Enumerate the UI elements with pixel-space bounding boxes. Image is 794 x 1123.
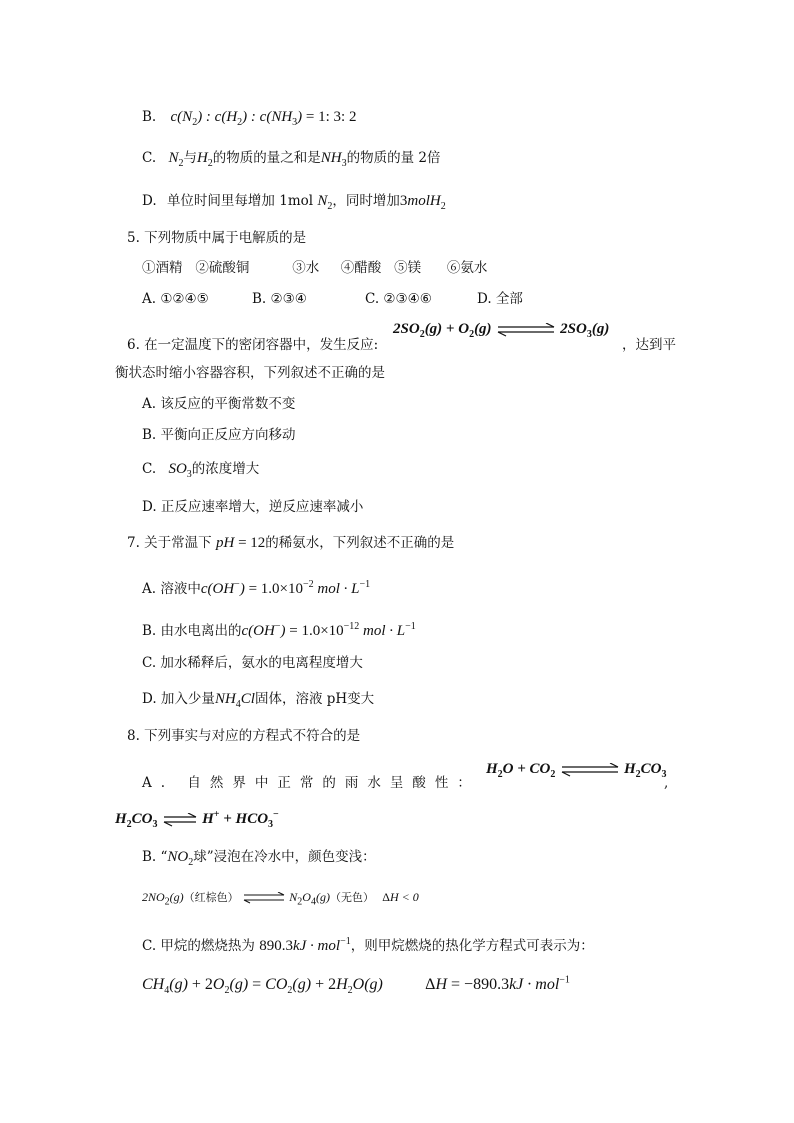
text: A. 溶液中	[142, 581, 201, 597]
q4-option-c	[142, 149, 441, 173]
text: 与	[183, 150, 197, 166]
text: B. “	[142, 849, 168, 865]
equilibrium-arrow-icon	[243, 892, 285, 904]
option-label: C.	[142, 150, 157, 166]
q5-stem: 5. 下列物质中属于电解质的是	[127, 230, 307, 246]
formula: 3molH$_2$	[399, 193, 446, 212]
formula: $c(N_2)$ : $c(H_2)$ : $c(NH_3) = 1$: 3: 2	[170, 109, 357, 128]
formula: 890.3kJ · mol$^{-1}$	[259, 936, 351, 954]
q6-stem-tail: ，达到平	[622, 337, 676, 353]
q6-option-a: A. 该反应的平衡常数不变	[142, 396, 296, 412]
q4-option-b	[142, 108, 356, 132]
q8-option-b	[142, 848, 376, 872]
text: （无色）	[329, 891, 374, 904]
q7-option-b	[142, 618, 416, 640]
formula: pH = 12	[215, 535, 266, 551]
formula: $NH_4Cl$	[214, 691, 255, 710]
text: 的物质的量 2倍	[346, 150, 441, 166]
text: C. 甲烷的燃烧热为	[142, 938, 255, 954]
q6-option-b: B. 平衡向正反应方向移动	[142, 427, 296, 443]
equilibrium-arrow-icon	[496, 323, 556, 337]
text: ，同时增加	[332, 193, 400, 209]
q6-option-d: D. 正反应速率增大，逆反应速率减小	[142, 499, 364, 515]
q6-option-c	[142, 460, 259, 484]
q5-option-c: C. ②③④⑥	[365, 291, 432, 307]
q5-option-d: D. 全部	[477, 291, 523, 307]
q6-stem-2: 衡状态时缩小容器容积，下列叙述不正确的是	[115, 365, 385, 381]
text: 球”浸泡在冷水中，颜色变浅：	[193, 849, 376, 865]
q7-option-d	[142, 690, 374, 714]
formula: $N_2$	[317, 193, 333, 212]
q5-items: ①酒精 ②硫酸铜 ③水 ④醋酸 ⑤镁 ⑥氨水	[142, 260, 488, 276]
q5-option-a: A. ①②④⑤	[142, 291, 209, 307]
q7-stem	[127, 534, 454, 552]
formula: $c(OH^-) = 1.0\times 10^{-2}$ mol · $L^{-1}$	[200, 579, 371, 597]
comma: ,	[664, 775, 669, 791]
option-label: D.	[142, 193, 157, 209]
formula: $SO_3$	[168, 461, 192, 480]
text: D. 加入少量	[142, 691, 215, 707]
equilibrium-arrow-icon	[162, 813, 198, 827]
q8-option-c-equation: $CH_4(g) + 2O_2(g) = CO_2(g) + 2H_2O(g) \Delta H = -890.3kJ \cdot mol^{-1}$	[142, 975, 570, 997]
text: B. 由水电离出的	[142, 623, 242, 639]
option-label: C.	[142, 461, 157, 477]
formula: $c(OH^-) = 1.0\times 10^{-12}$ mol · $L^{-1}$	[241, 621, 416, 639]
q8-option-a-eq1: $H_2O + CO_2$ $H_2CO_3$	[486, 761, 667, 780]
q6-stem-1: 6. 在一定温度下的密闭容器中，发生反应:	[127, 337, 379, 353]
text: 的稀氨水，下列叙述不正确的是	[265, 535, 455, 551]
q5-option-b: B. ②③④	[252, 291, 307, 307]
text: 的浓度增大	[191, 461, 260, 477]
q8-option-a-text: A. 自然界中正常的雨水呈酸性：	[142, 775, 480, 791]
text: 固体，溶液 pH变大	[254, 691, 375, 707]
text: ，则甲烷燃烧的热化学方程式可表示为：	[350, 938, 594, 954]
text: （红棕色）	[183, 891, 239, 904]
q8-stem: 8. 下列事实与对应的方程式不符合的是	[127, 728, 361, 744]
option-label: B.	[142, 109, 157, 125]
text: 7. 关于常温下	[127, 535, 212, 551]
formula: $NO_2$	[167, 849, 194, 868]
formula: $N_2$	[168, 150, 184, 169]
formula: $H_2$	[196, 150, 213, 169]
q7-option-c: C. 加水稀释后，氨水的电离程度增大	[142, 655, 363, 671]
formula: $NH_3$	[320, 150, 347, 169]
q6-equation: $2SO_2(g) + O_2(g)$ $2SO_3(g)$	[393, 321, 610, 340]
text: 的物质的量之和是	[212, 150, 321, 166]
q8-option-b-equation: $2NO_2(g)$（红棕色） $N_2O_4(g)$（无色） ΔH < 0	[142, 890, 419, 908]
q4-option-d	[142, 192, 446, 216]
equilibrium-arrow-icon	[560, 763, 620, 777]
text: 单位时间里每增加 1mol	[166, 193, 314, 209]
q7-option-a	[142, 576, 370, 598]
q8-option-c	[142, 933, 594, 955]
q8-option-a-eq2: $H_2CO_3$ $H^+ + HCO_3^-$	[115, 809, 279, 830]
